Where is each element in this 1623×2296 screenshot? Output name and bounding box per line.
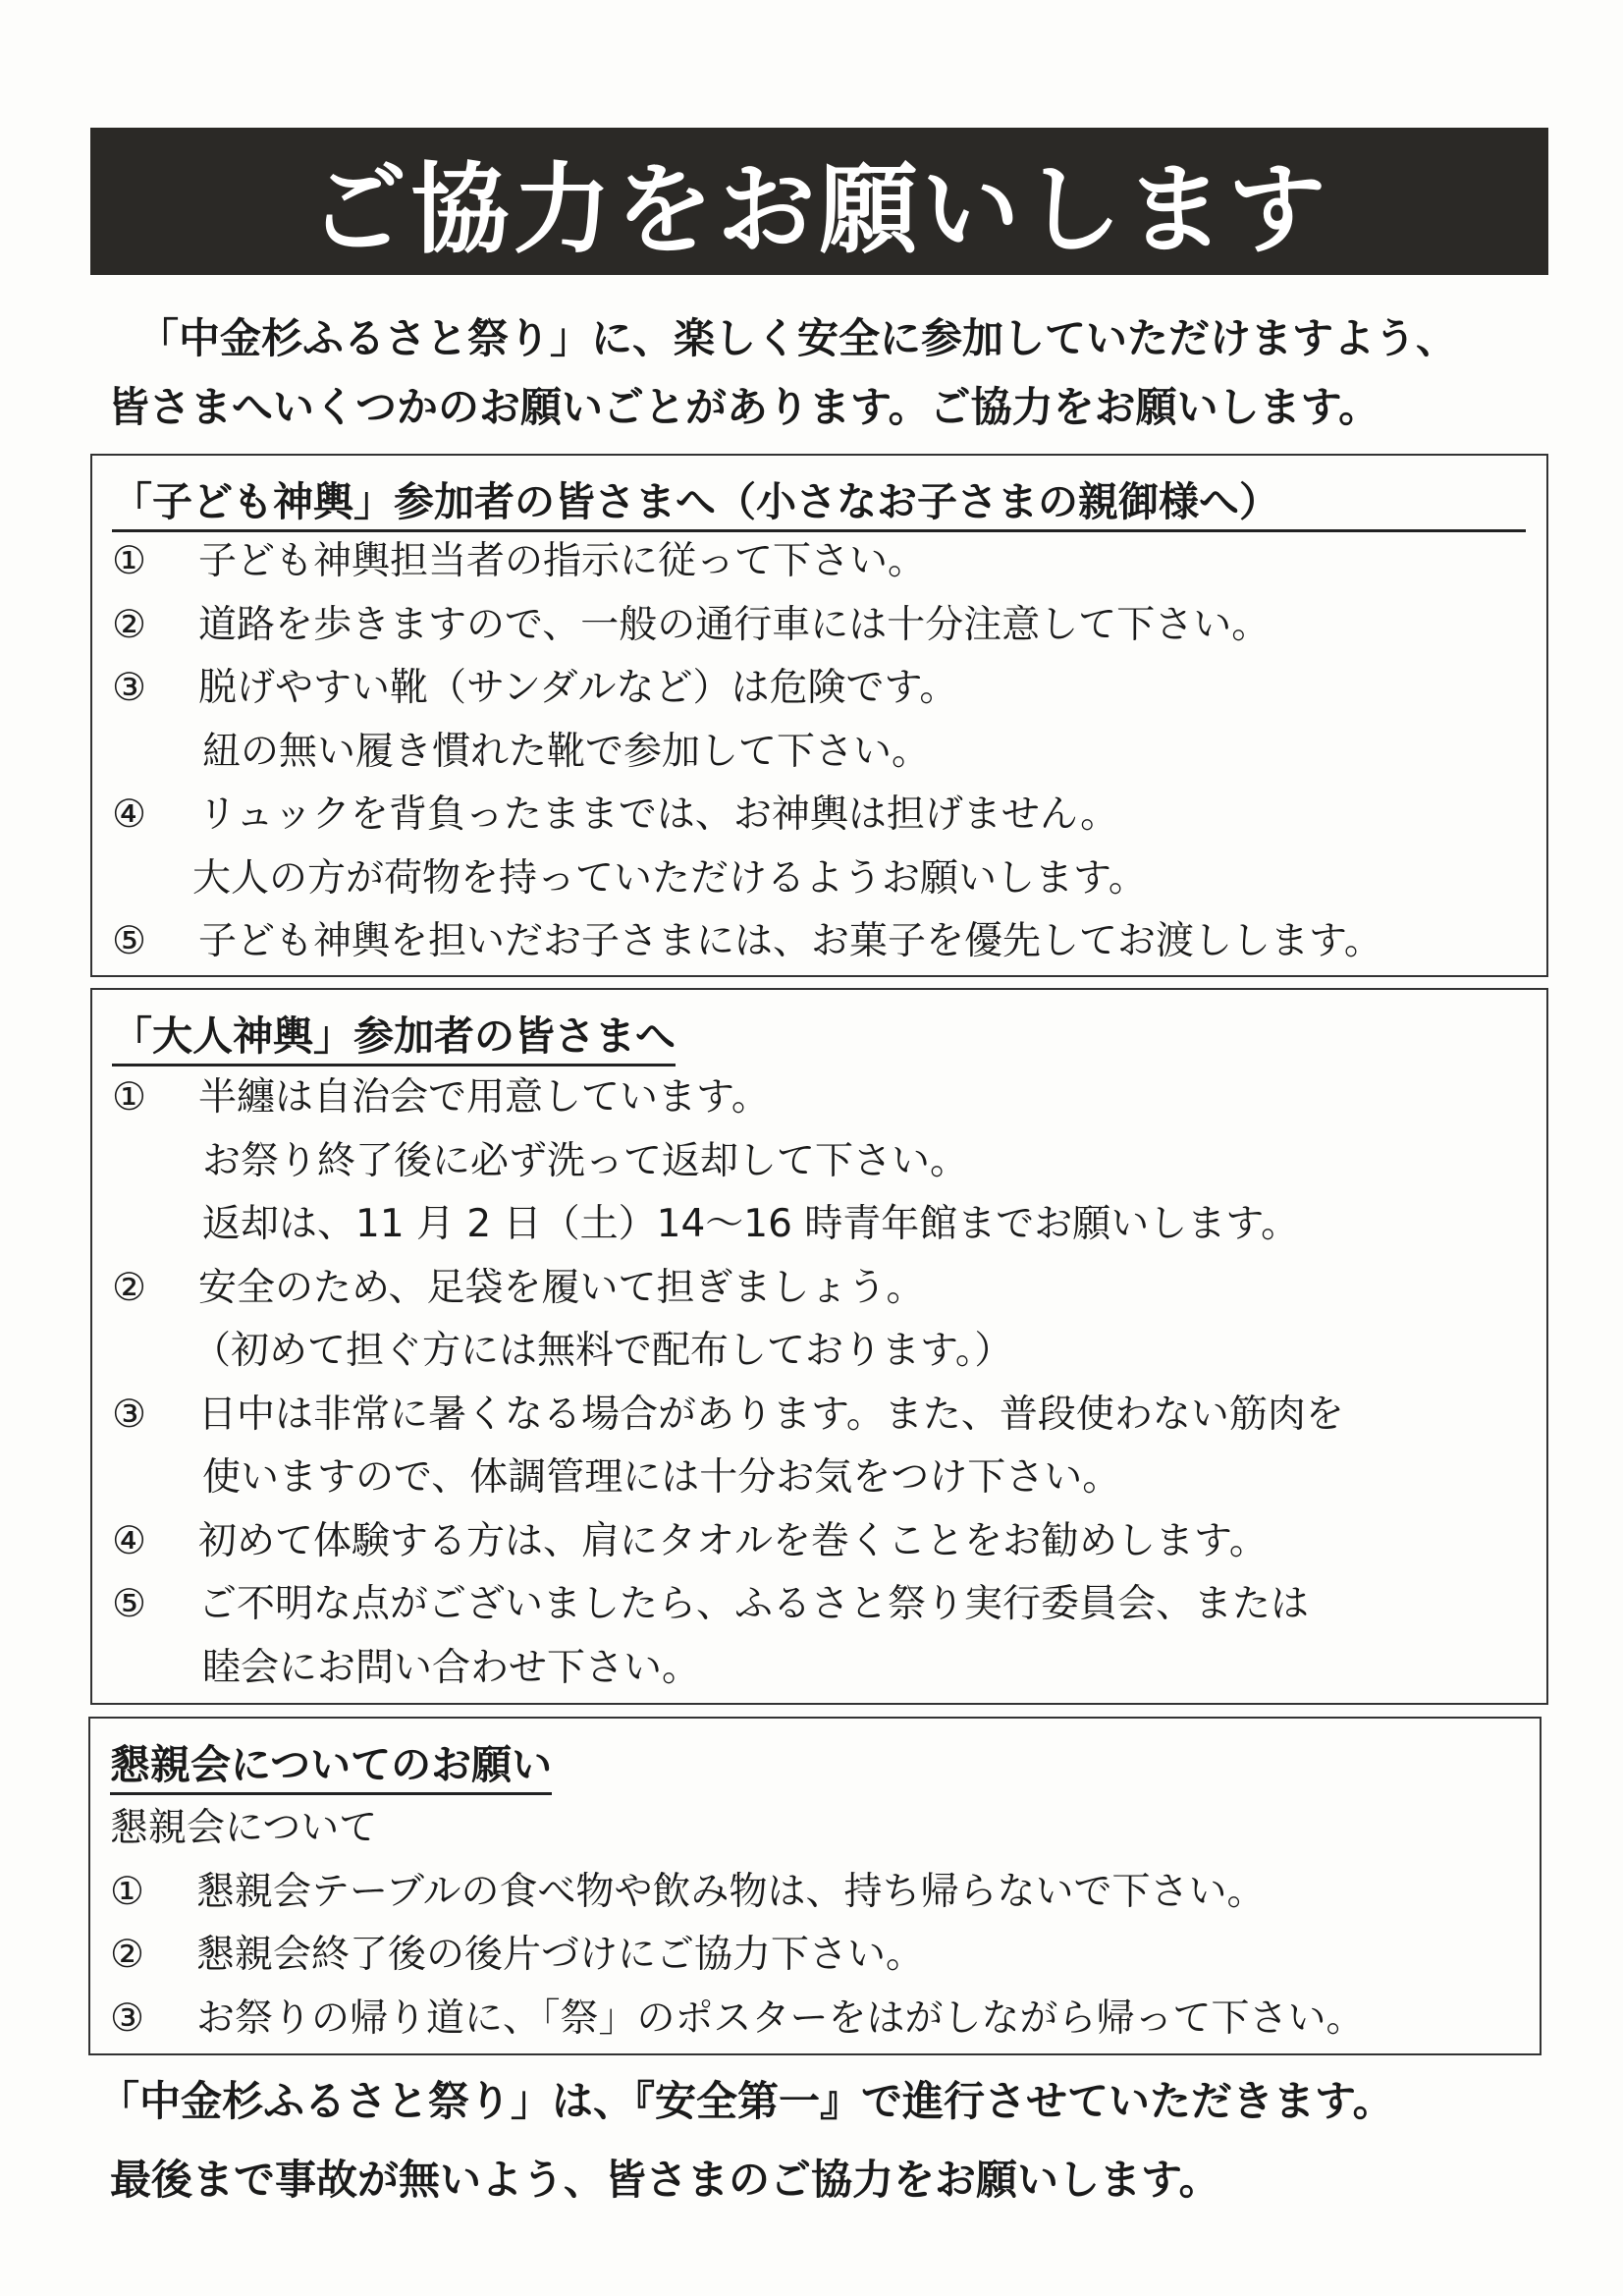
item-text: リュックを背負ったままでは、お神輿は担げません。 (198, 793, 1119, 837)
list-item (112, 910, 1537, 974)
item-text-continued: 大人の方が荷物を持っていただけるようお願いします。 (192, 855, 1147, 901)
item-number: ③ (110, 1995, 144, 2041)
section-items (110, 1797, 1530, 2050)
item-text-continued: 返却は、11 月 2 日（土）14～16 時青年館までお願いします。 (202, 1202, 1300, 1246)
section-subheading: 懇親会について (110, 1806, 378, 1850)
item-text: 子ども神輿担当者の指示に従って下さい。 (198, 539, 927, 583)
list-item (112, 657, 1537, 721)
section-social-gathering (88, 1717, 1542, 2055)
intro-text (108, 304, 1551, 442)
section-items (112, 1066, 1537, 1700)
section-children-mikoshi (90, 454, 1548, 977)
item-number: ① (112, 1075, 146, 1120)
item-text: 安全のため、足袋を履いて担ぎましょう。 (198, 1265, 925, 1310)
item-text: 半纏は自治会で用意しています。 (198, 1075, 770, 1120)
section-adult-mikoshi (90, 988, 1548, 1705)
item-number: ③ (112, 1392, 146, 1437)
list-item (110, 1924, 1530, 1988)
item-text: 初めて体験する方は、肩にタオルを巻くことをお勧めします。 (198, 1518, 1268, 1563)
item-number: ⑤ (112, 919, 146, 963)
closing-line: 最後まで事故が無いよう、皆さまのご協力をお願いします。 (110, 2156, 1220, 2204)
item-text: ご不明な点がございましたら、ふるさと祭り実行委員会、または (198, 1582, 1310, 1626)
item-number: ④ (112, 793, 146, 837)
list-item (110, 1861, 1530, 1925)
item-text: 子ども神輿を担いだお子さまには、お菓子を優先してお渡しします。 (198, 919, 1382, 963)
list-item (112, 1510, 1537, 1574)
intro-line: 「中金杉ふるさと祭り」に、楽しく安全に参加していただけますよう、 (137, 314, 1458, 362)
item-number: ① (110, 1869, 144, 1914)
item-number: ⑤ (112, 1582, 146, 1626)
page-title: ご協力をお願いします (90, 128, 1548, 275)
list-item (112, 594, 1537, 658)
item-number: ② (112, 1265, 146, 1310)
item-text-continued: 紐の無い履き慣れた靴で参加して下さい。 (202, 729, 931, 774)
list-item (112, 530, 1537, 594)
item-text-continued: お祭り終了後に必ず洗って返却して下さい。 (202, 1138, 969, 1183)
item-text: 脱げやすい靴（サンダルなど）は危険です。 (198, 666, 958, 710)
item-text: 懇親会テーブルの食べ物や飲み物は、持ち帰らないで下さい。 (196, 1869, 1266, 1914)
item-text: お祭りの帰り道に、「祭」のポスターをはがしながら帰って下さい。 (196, 1995, 1365, 2041)
item-text: 懇親会終了後の後片づけにご協力下さい。 (196, 1933, 925, 1977)
item-number: ② (110, 1933, 144, 1977)
item-number: ④ (112, 1518, 146, 1563)
section-heading: 「大人神輿」参加者の皆さまへ (112, 1004, 676, 1066)
item-text-continued: 使いますので、体調管理には十分お気をつけ下さい。 (202, 1455, 1121, 1500)
section-heading: 「子ども神輿」参加者の皆さまへ（小さなお子さまの親御様へ） (112, 469, 1526, 532)
list-item (112, 784, 1537, 847)
item-text: 道路を歩きますので、一般の通行車には十分注意して下さい。 (198, 602, 1271, 647)
list-item (112, 1573, 1537, 1637)
closing-line: 「中金杉ふるさと祭り」は、『安全第一』で進行させていただきます。 (98, 2077, 1394, 2125)
closing-text (98, 2062, 1551, 2219)
list-item (112, 1257, 1537, 1321)
item-number: ① (112, 539, 146, 583)
section-items (112, 530, 1537, 974)
item-text-continued: 睦会にお問い合わせ下さい。 (202, 1645, 701, 1690)
intro-line: 皆さまへいくつかのお願いごとがあります。ご協力をお願いします。 (108, 383, 1380, 431)
item-number: ③ (112, 666, 146, 710)
list-item (112, 1384, 1537, 1448)
item-text: 日中は非常に暑くなる場合があります。また、普段使わない筋肉を (198, 1392, 1344, 1437)
item-number: ② (112, 602, 146, 647)
list-item (112, 1066, 1537, 1130)
section-heading: 懇親会についてのお願い (110, 1732, 552, 1795)
item-text-continued: （初めて担ぐ方には無料で配布しております。） (192, 1329, 1013, 1373)
list-item (110, 1988, 1530, 2051)
